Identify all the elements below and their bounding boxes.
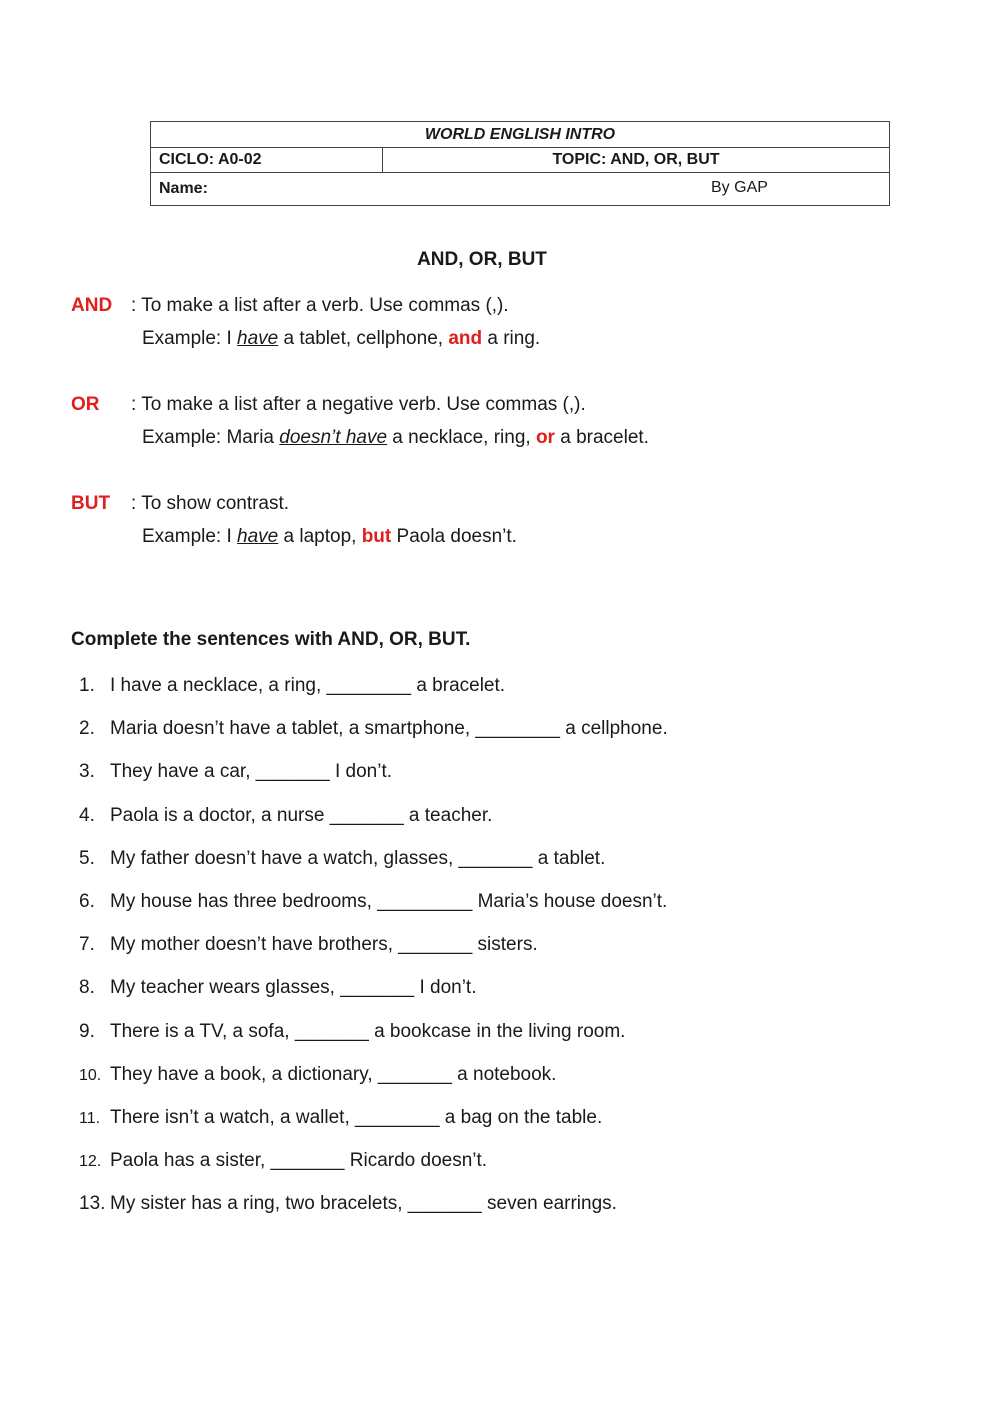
item-text: Maria doesn’t have a tablet, a smartphone, ________ a cellphone. [110,718,668,740]
item-number: 2. [79,718,95,740]
rule-example [142,421,649,454]
ciclo-cell: CICLO: A0-02 [151,148,383,173]
exercise-list [79,672,668,1233]
item-text: My house has three bedrooms, _________ Maria’s house doesn’t. [110,890,668,912]
item-number: 11. [79,1109,101,1127]
course-title: WORLD ENGLISH INTRO [151,122,890,148]
example-suffix: a bracelet. [554,427,649,448]
name-label: Name: [159,180,208,197]
item-number: 5. [79,847,95,869]
rule-definition: : To make a list after a negative verb. Use commas (,). [131,394,586,415]
exercise-item [79,1147,668,1190]
name-row [151,173,890,206]
example-suffix: Paola doesn’t. [391,526,517,547]
exercise-item [79,888,668,931]
rule-keyword: OR [71,394,100,415]
exercise-item [79,1018,668,1061]
item-text: I have a necklace, a ring, ________ a bracelet. [110,675,506,696]
rule-example [142,322,540,355]
example-prefix: Example: I [142,526,238,547]
exercise-item [79,1061,668,1104]
rule-keyword: BUT [71,493,111,514]
exercise-item [79,1104,668,1147]
item-number: 1. [79,675,95,696]
item-text: Paola has a sister, _______ Ricardo doesn’t. [110,1150,488,1172]
author-label: By GAP [711,179,768,196]
topic-cell: TOPIC: AND, OR, BUT [383,148,890,173]
item-number: 8. [79,977,95,999]
example-verb: doesn’t have [279,427,388,448]
rule-definition: : To make a list after a verb. Use commas (,). [131,295,509,316]
item-number: 4. [79,804,95,826]
exercise-item [79,758,668,801]
example-prefix: Example: Maria [142,427,280,448]
exercise-item [79,845,668,888]
exercise-item [79,672,668,715]
item-text: My mother doesn’t have brothers, _______ sisters. [110,934,538,956]
exercise-item [79,931,668,974]
item-number: 7. [79,934,95,956]
item-number: 13. [79,1193,106,1215]
item-text: There is a TV, a sofa, _______ a bookcase in the living room. [110,1020,626,1042]
exercise-item [79,974,668,1017]
item-text: My sister has a ring, two bracelets, _______ seven earrings. [110,1193,617,1215]
item-text: My teacher wears glasses, _______ I don’t. [110,977,477,999]
example-verb: have [237,526,279,547]
example-prefix: Example: I [142,328,238,349]
exercise-item [79,802,668,845]
example-mid: a necklace, ring, [387,427,536,448]
example-conjunction: and [448,328,483,349]
item-number: 12. [79,1153,102,1171]
item-number: 6. [79,890,95,912]
example-conjunction: or [535,427,555,448]
example-conjunction: but [361,526,392,547]
exercise-instruction: Complete the sentences with AND, OR, BUT. [71,629,471,650]
example-verb: have [237,328,279,349]
header-table [150,121,890,206]
item-number: 3. [79,761,95,783]
exercise-item [79,715,668,758]
item-text: There isn’t a watch, a wallet, ________ a bag on the table. [110,1106,603,1128]
example-suffix: a ring. [482,328,541,349]
exercise-item [79,1190,668,1233]
example-mid: a tablet, cellphone, [278,328,449,349]
item-text: They have a book, a dictionary, _______ a notebook. [110,1063,557,1085]
item-number: 9. [79,1020,95,1042]
item-text: Paola is a doctor, a nurse _______ a teacher. [110,804,493,826]
item-number: 10. [79,1066,102,1084]
example-mid: a laptop, [278,526,362,547]
item-text: My father doesn’t have a watch, glasses, _______ a tablet. [110,847,606,869]
page-title: AND, OR, BUT [417,249,547,270]
rule-definition: : To show contrast. [131,493,290,514]
rule-example [142,520,517,553]
item-text: They have a car, _______ I don’t. [110,761,393,783]
rule-keyword: AND [71,295,113,316]
